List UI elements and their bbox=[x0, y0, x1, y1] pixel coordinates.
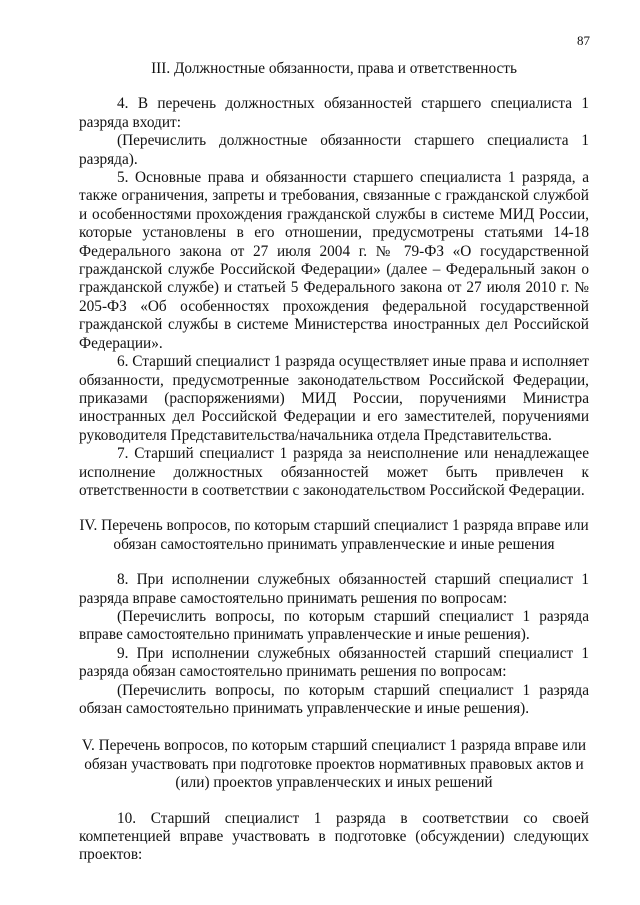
paragraph-4-note: (Перечислить должностные обязанности старшего специалиста 1 разряда). bbox=[79, 132, 589, 168]
paragraph-9: 9. При исполнении служебных обязанностей старший специалист 1 разряда обязан самостоятельно принимать решения по вопросам: bbox=[79, 644, 589, 681]
paragraph-6: 6. Старший специалист 1 разряда осуществляет иные права и исполняет обязанности, предусмотренные законодательством Российской Федерации, приказами (распоряжениями) МИД России, поручениями Министра иностранных дел Российской Федерации и его заместителей, поручениями руководителя Представительства/начальника отдела Представительства. bbox=[79, 353, 589, 444]
section-heading-5: V. Перечень вопросов, по которым старший специалист 1 разряда вправе или обязан участвовать при подготовке проектов нормативных правовых актов и (или) проектов управленческих и иных решений bbox=[81, 737, 587, 792]
section-heading-4: IV. Перечень вопросов, по которым старший специалист 1 разряда вправе или обязан самостоятельно принимать управленческие и иные решения bbox=[79, 517, 589, 553]
paragraph-8: 8. При исполнении служебных обязанностей старший специалист 1 разряда вправе самостоятельно принимать решения по вопросам: bbox=[79, 571, 589, 607]
document-body bbox=[79, 60, 589, 865]
paragraph-4: 4. В перечень должностных обязанностей старшего специалиста 1 разряда входит: bbox=[79, 95, 589, 131]
paragraph-5: 5. Основные права и обязанности старшего специалиста 1 разряда, а также ограничения, запреты и требования, связанные с гражданской службой и особенностями прохождения гражданской службы в системе МИД России, которые установлены в его отношении, предусмотрены статьями 14-18 Федерального закона от 27 июля 2004 г. № 79-ФЗ «О государственной гражданской службе Российской Федерации» (далее – Федеральный закон о гражданской службе) и статьей 5 Федерального закона от 27 июля 2010 г. № 205-ФЗ «Об особенностях прохождения федеральной государственной гражданской службы в системе Министерства иностранных дел Российской Федерации». bbox=[79, 169, 589, 352]
paragraph-8-note: (Перечислить вопросы, по которым старший специалист 1 разряда вправе самостоятельно принимать управленческие и иные решения). bbox=[79, 607, 589, 644]
section-heading-3: III. Должностные обязанности, права и ответственность bbox=[151, 60, 517, 77]
page-number: 87 bbox=[577, 33, 590, 48]
paragraph-7: 7. Старший специалист 1 разряда за неисполнение или ненадлежащее исполнение должностных обязанностей может быть привлечен к ответственности в соответствии с законодательством Российской Федерации. bbox=[79, 445, 589, 499]
paragraph-10: 10. Старший специалист 1 разряда в соответствии со своей компетенцией вправе участвовать в подготовке (обсуждении) следующих проектов: bbox=[79, 809, 589, 864]
paragraph-9-note: (Перечислить вопросы, по которым старший специалист 1 разряда обязан самостоятельно принимать управленческие и иные решения). bbox=[79, 681, 589, 717]
